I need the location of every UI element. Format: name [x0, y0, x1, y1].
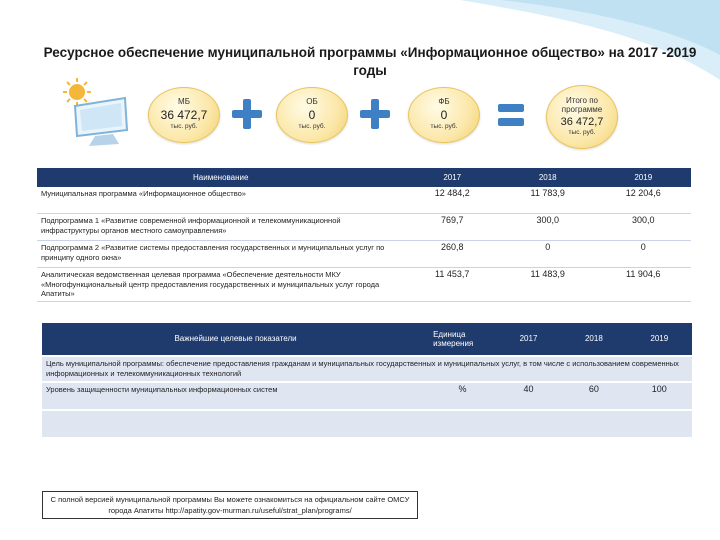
table-header-row — [37, 168, 691, 187]
cell-2018: 0 — [500, 241, 596, 268]
unit-header: Единица измерения — [429, 323, 496, 356]
resource-table — [37, 168, 691, 302]
plus-icon — [360, 99, 390, 129]
indicator-unit: % — [429, 382, 496, 410]
col-name-header: Наименование — [37, 168, 404, 187]
cell-2018: 11 483,9 — [500, 268, 596, 302]
ob-unit: тыс. руб. — [298, 123, 326, 130]
col-2018-header: 2018 — [561, 323, 626, 356]
cell-2019: 300,0 — [595, 214, 691, 241]
total-label: Итого по программе — [561, 96, 603, 114]
row-name: Муниципальная программа «Информационное общество» — [37, 187, 404, 214]
col-2018-header: 2018 — [500, 168, 596, 187]
funding-circle-fb — [408, 87, 480, 143]
row-name: Аналитическая ведомственная целевая программа «Обеспечение деятельности МКУ «Многофункциональный центр предоставления государственных и муниципальных услуг города Апатиты» — [37, 268, 404, 302]
plus-icon — [232, 99, 262, 129]
funding-circle-mb — [148, 87, 220, 143]
cell-2017: 260,8 — [404, 241, 500, 268]
mb-unit: тыс. руб. — [170, 123, 198, 130]
cell-2019: 100 — [627, 382, 692, 410]
row-name: Подпрограмма 1 «Развитие современной информационной и телекоммуникационной инфраструктуры органов местного самоуправления» — [37, 214, 404, 241]
cell-2018: 60 — [561, 382, 626, 410]
col-2017-header: 2017 — [496, 323, 561, 356]
col-2019-header: 2019 — [595, 168, 691, 187]
table-row — [37, 187, 691, 214]
fb-unit: тыс. руб. — [430, 123, 458, 130]
cell-2018: 11 783,9 — [500, 187, 596, 214]
table-header-row — [42, 323, 692, 356]
equals-icon — [498, 102, 524, 128]
indicators-header: Важнейшие целевые показатели — [42, 323, 429, 356]
cell-2017: 40 — [496, 382, 561, 410]
goal-row — [42, 356, 692, 382]
empty-cell — [42, 410, 692, 437]
total-unit: тыс. руб. — [568, 129, 596, 136]
mb-label: МБ — [178, 97, 190, 106]
cell-2019: 11 904,6 — [595, 268, 691, 302]
funding-circle-ob — [276, 87, 348, 143]
goal-text: Цель муниципальной программы: обеспечение предоставления гражданам и муниципальных государственных и муниципальных услуг, в том числе с использованием современных информационных и телекоммуникационных технологий — [42, 356, 692, 382]
cell-2017: 12 484,2 — [404, 187, 500, 214]
col-2019-header: 2019 — [627, 323, 692, 356]
total-value: 36 472,7 — [560, 116, 604, 128]
cell-2017: 769,7 — [404, 214, 500, 241]
page-title: Ресурсное обеспечение муниципальной программы «Информационное общество» на 2017 -2019 годы — [43, 45, 697, 78]
ob-label: ОБ — [306, 97, 318, 106]
cell-2018: 300,0 — [500, 214, 596, 241]
row-name: Подпрограмма 2 «Развитие системы предоставления государственных и муниципальных услуг по принципу одного окна» — [37, 241, 404, 268]
empty-row — [42, 410, 692, 437]
funding-circle-total — [546, 85, 618, 149]
cell-2019: 0 — [595, 241, 691, 268]
fb-label: ФБ — [438, 97, 450, 106]
table-row — [37, 214, 691, 241]
indicators-table — [42, 323, 692, 437]
fb-value: 0 — [440, 108, 448, 122]
ob-value: 0 — [308, 108, 316, 122]
col-2017-header: 2017 — [404, 168, 500, 187]
indicator-name: Уровень защищенности муниципальных информационных систем — [42, 382, 429, 410]
cell-2017: 11 453,7 — [404, 268, 500, 302]
table-row — [37, 241, 691, 268]
mb-value: 36 472,7 — [160, 108, 208, 122]
program-link-note: С полной версией муниципальной программы Вы можете ознакомиться на официальном сайте ОМСУ города Апатиты http://apatity.gov-murman.ru/useful/strat_plan/programs/ — [42, 491, 418, 519]
table-row — [37, 268, 691, 302]
cell-2019: 12 204,6 — [595, 187, 691, 214]
table-row — [42, 382, 692, 410]
